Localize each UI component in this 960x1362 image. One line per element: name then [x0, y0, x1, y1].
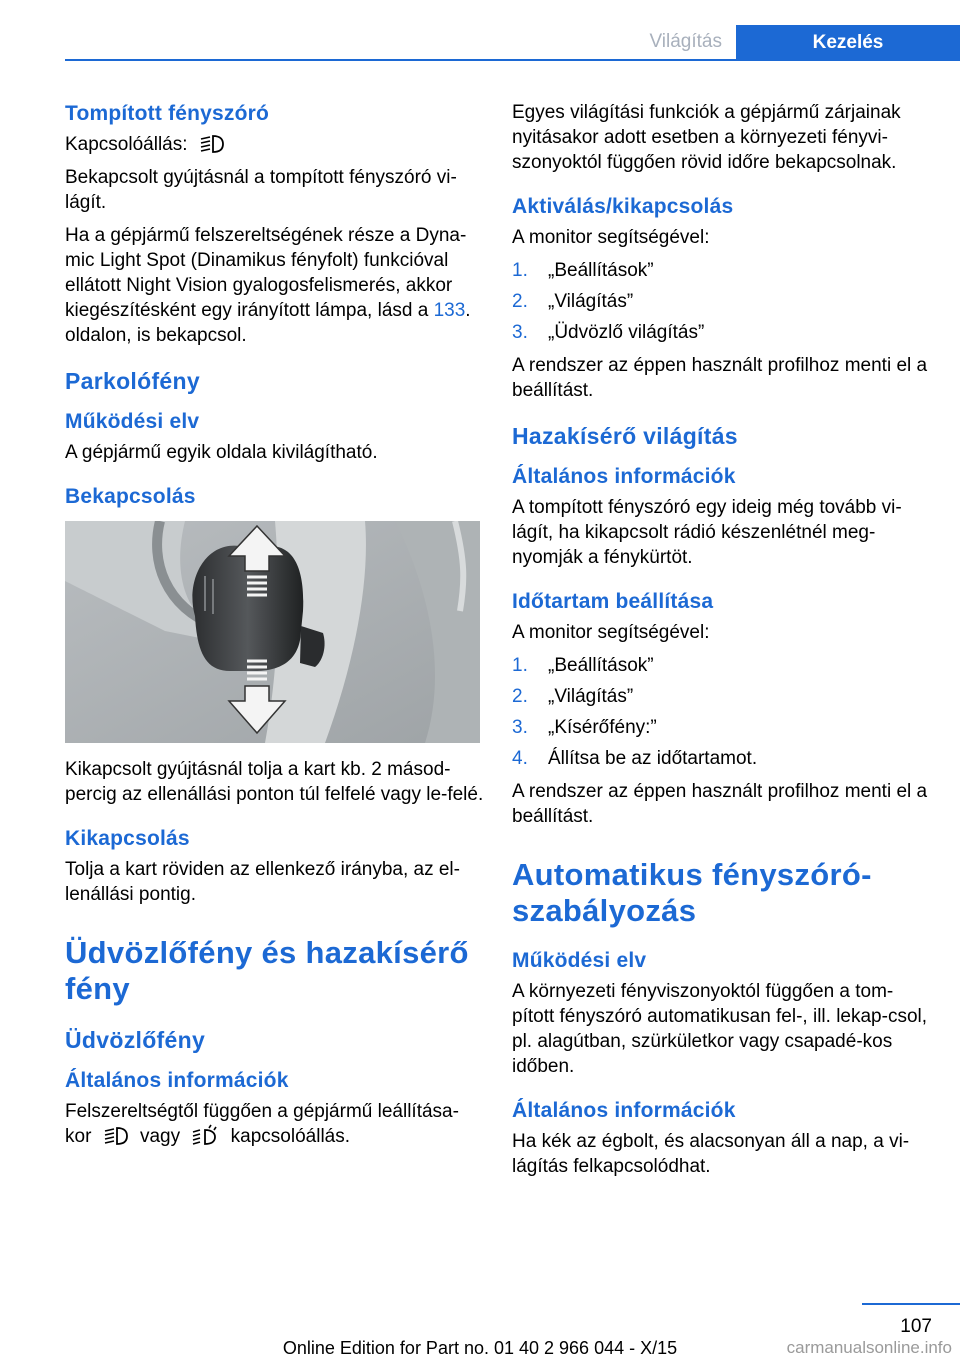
page-header [0, 25, 960, 61]
list-item [512, 715, 930, 740]
switch-label: Kapcsolóállás: [65, 134, 188, 155]
heading-bekapcsolas: Bekapcsolás [65, 485, 196, 508]
list-number: 3. [512, 717, 528, 738]
paragraph: A gépjármű egyik oldala kivilágítható. [65, 442, 378, 463]
heading-altalanos-informaciok: Általános információk [512, 465, 736, 488]
paragraph: Kikapcsolt gyújtásnál tolja a kart kb. 2 másod-percig az ellenállási ponton túl felfelé vagy le-felé. [65, 759, 484, 805]
paragraph: A környezeti fényviszonyoktól függően a tom-pított fényszóró automatikusan fel-, ill. lekap-csol, pl. alagútban, szürkületkor vagy csapadé-kos időben. [512, 981, 928, 1077]
list-text: „Beállítások” [548, 655, 654, 676]
list-number: 3. [512, 322, 528, 343]
paragraph: Ha kék az égbolt, és alacsonyan áll a nap, a vi-lágítás felkapcsolódhat. [512, 1131, 910, 1177]
heading-altalanos-informaciok: Általános információk [65, 1069, 289, 1092]
heading-automatikus: Automatikus fényszóró-szabályozás [512, 857, 872, 928]
paragraph-night-vision [65, 223, 485, 348]
switch-position-line [65, 132, 485, 157]
watermark: carmanualsonline.info [786, 1338, 952, 1357]
list-text: „Világítás” [548, 291, 634, 312]
text-run: Ha a gépjármű felszereltségének része a Dyna-mic Light Spot (Dinamikus fényfolt) funkcióval ellátott Night Vision gyalogosfelismerés, akkor kiegészítésként egy irányított lámpa, lásd a [65, 225, 467, 321]
page-number: 107 [900, 1316, 932, 1337]
lever-illustration [65, 521, 480, 743]
paragraph-switch-positions [65, 1099, 485, 1149]
header-rule [65, 59, 960, 61]
list-text: „Világítás” [548, 686, 634, 707]
text-run: . oldalon, is bekapcsol. [65, 300, 471, 346]
paragraph: A monitor segítségével: [512, 227, 710, 248]
low-beam-icon [199, 134, 225, 154]
list-number: 2. [512, 686, 528, 707]
heading-kikapcsolas: Kikapcsolás [65, 827, 190, 850]
section-label: Világítás [649, 31, 722, 52]
heading-hazakisero: Hazakísérő világítás [512, 423, 738, 449]
list-text: Állítsa be az időtartamot. [548, 748, 758, 769]
parking-light-icon [191, 1124, 219, 1146]
heading-aktivalas: Aktiválás/kikapcsolás [512, 195, 734, 218]
heading-udvozlofeny-hazakisero: Üdvözlőfény és hazakísérő fény [65, 935, 469, 1006]
list-text: „Üdvözlő világítás” [548, 322, 705, 343]
list-item [512, 320, 930, 345]
heading-parkolofeny: Parkolófény [65, 368, 200, 394]
list-text: „Beállítások” [548, 260, 654, 281]
text-run: vagy [139, 1126, 181, 1147]
heading-altalanos-informaciok: Általános információk [512, 1099, 736, 1122]
text-run: kapcsolóállás. [230, 1126, 351, 1147]
paragraph: A rendszer az éppen használt profilhoz menti el a beállítást. [512, 781, 928, 827]
list-number: 4. [512, 748, 528, 769]
list-item [512, 258, 930, 283]
page-link[interactable]: 133 [433, 300, 466, 321]
chapter-tab: Kezelés [736, 25, 960, 61]
low-beam-icon [103, 1126, 129, 1146]
heading-idotartam: Időtartam beállítása [512, 590, 714, 613]
paragraph: Tolja a kart röviden az ellenkező irányba, az el-lenállási pontig. [65, 859, 460, 905]
steps-list-idotartam [512, 653, 930, 771]
edition-line: Online Edition for Part no. 01 40 2 966 044 - X/15 [282, 1338, 678, 1358]
footer-rule [862, 1303, 960, 1305]
paragraph: A tompított fényszóró egy ideig még tovább vi-lágít, ha kikapcsolt rádió készenlétnél meg-nyomják a fénykürtöt. [512, 497, 902, 568]
list-item [512, 289, 930, 314]
heading-udvozlofeny: Üdvözlőfény [65, 1027, 206, 1053]
heading-mukodesi-elv: Működési elv [65, 410, 200, 433]
list-item [512, 746, 930, 771]
list-number: 2. [512, 291, 528, 312]
list-number: 1. [512, 655, 528, 676]
right-column [512, 100, 930, 1187]
list-text: „Kísérőfény:” [548, 717, 657, 738]
text-run: Felszereltségtől függően a gépjármű leállítása-kor [65, 1101, 459, 1147]
paragraph-intro: Egyes világítási funkciók a gépjármű zárjainak nyitásakor adott esetben a környezeti fényvi-szonyoktól függően rövid időre bekapcsolnak. [512, 102, 901, 173]
left-column [65, 100, 485, 1157]
steps-list-aktivalas [512, 258, 930, 345]
paragraph: A monitor segítségével: [512, 622, 710, 643]
list-item [512, 653, 930, 678]
paragraph: Bekapcsolt gyújtásnál a tompított fényszóró vi-lágít. [65, 167, 457, 213]
heading-mukodesi-elv: Működési elv [512, 949, 647, 972]
heading-tompitott: Tompított fényszóró [65, 102, 270, 125]
paragraph: A rendszer az éppen használt profilhoz menti el a beállítást. [512, 355, 928, 401]
list-number: 1. [512, 260, 528, 281]
list-item [512, 684, 930, 709]
